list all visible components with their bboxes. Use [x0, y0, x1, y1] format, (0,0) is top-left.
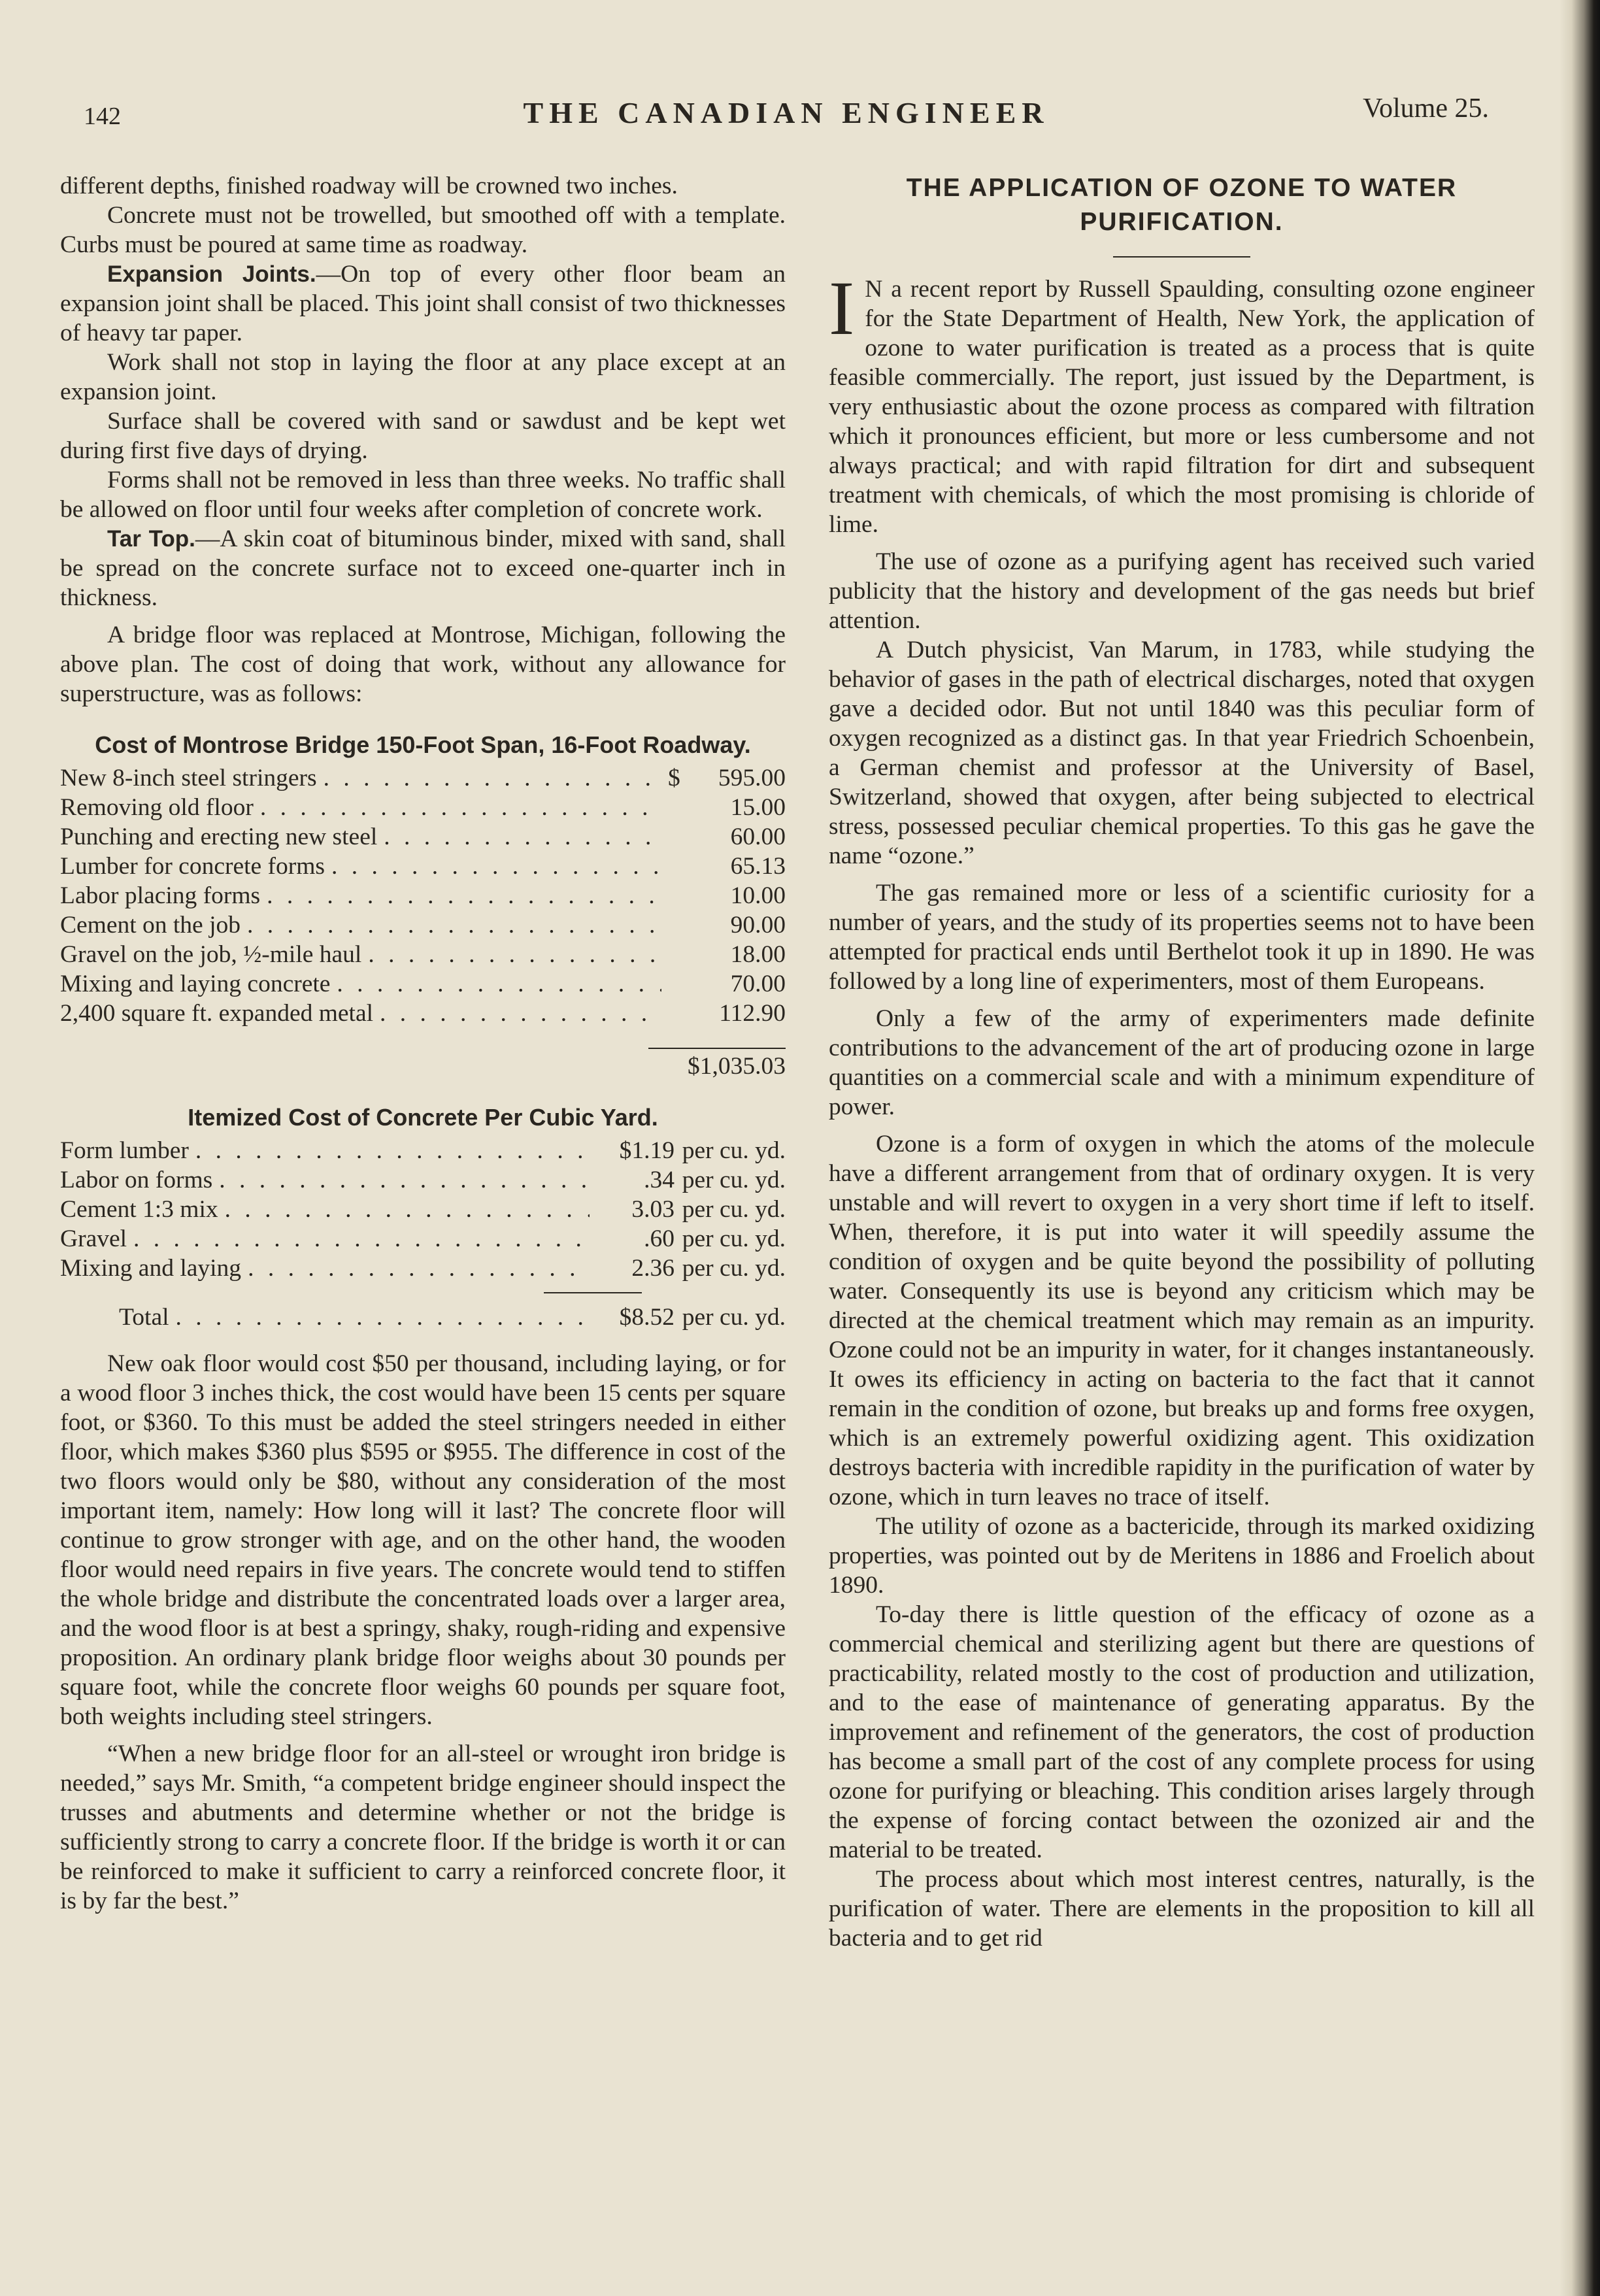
rate-total-row	[60, 1303, 786, 1332]
cost-label: Labor placing forms	[60, 882, 261, 909]
paragraph: Surface shall be covered with sand or sawdust and be kept wet during first five days of drying.	[60, 408, 786, 464]
rate-amount: 3.03	[631, 1196, 675, 1223]
cost-amount: 90.00	[730, 912, 786, 939]
yard-table-title: Itemized Cost of Concrete Per Cubic Yard.	[188, 1104, 658, 1131]
cost-label: Mixing and laying concrete	[60, 971, 331, 997]
run-in-heading: Tar Top.	[107, 526, 195, 552]
cost-label: 2,400 square ft. expanded metal	[60, 1000, 374, 1027]
cost-amount: 18.00	[730, 941, 786, 968]
paragraph: different depths, finished roadway will be crowned two inches.	[60, 173, 678, 199]
paragraph: “When a new bridge floor for an all-steel or wrought iron bridge is needed,” says Mr. Smith, “a competent bridge engineer should inspect the trusses and abutments and determine whether or not the bridge is sufficiently strong to carry a concrete floor. If the bridge is worth it or can be reinforced to make it sufficient to carry a reinforced concrete floor, it is by far the best.”	[60, 1740, 786, 1914]
cost-label: Removing old floor	[60, 794, 254, 821]
run-in-heading: Expansion Joints.	[107, 261, 316, 287]
paragraph	[60, 259, 786, 348]
paragraph-body: —On top of every other floor beam an expansion joint shall be placed. This joint shall consist of two thicknesses of heavy tar paper.	[60, 261, 786, 346]
paragraph: The use of ozone as a purifying agent has received such varied publicity that the history and development of the gas needs but brief attention.	[829, 548, 1535, 634]
rate-row	[60, 1254, 786, 1283]
paragraph	[60, 524, 786, 612]
paragraph: Work shall not stop in laying the floor at any place except at an expansion joint.	[60, 349, 786, 405]
cost-row	[60, 940, 786, 969]
drop-cap: I	[829, 265, 855, 351]
rate-row	[60, 1195, 786, 1224]
paragraph: New oak floor would cost $50 per thousand, including laying, or for a wood floor 3 inches thick, the cost would have been 15 cents per square foot, or $360. To this must be added the steel stringers needed in either floor, which makes $360 plus $595 or $955. The difference in cost of the two floors would only be $80, without any consideration of the most important item, namely: How long will it last? The concrete floor will continue to grow stronger with age, and on the other hand, the wooden floor would need repairs in five years. The concrete would tend to stiffen the whole bridge and distribute the concentrated loads over a larger area, and the wood floor is at best a springy, shaky, rough-riding and expensive proposition. An ordinary plank bridge floor weighs about 30 pounds per square foot, while the concrete floor weighs 60 pounds per square foot, both weights including steel stringers.	[60, 1350, 786, 1730]
paragraph: A bridge floor was replaced at Montrose, Michigan, following the above plan. The cost of doing that work, without any allowance for superstructure, was as follows:	[60, 622, 786, 707]
cost-row	[60, 881, 786, 910]
cost-amount: 595.00	[718, 765, 786, 791]
cost-row	[60, 763, 786, 793]
rate-label: Form lumber	[60, 1137, 189, 1164]
cost-amount: 60.00	[730, 824, 786, 850]
cost-total: $1,035.03	[688, 1053, 786, 1080]
cost-row	[60, 852, 786, 881]
rate-amount: .60	[644, 1225, 675, 1252]
cost-table	[60, 763, 786, 1081]
total-rule	[544, 1292, 642, 1293]
rate-unit: per cu. yd.	[682, 1196, 786, 1223]
right-column	[829, 171, 1535, 1953]
paragraph	[829, 265, 1535, 539]
paragraph-body: —A skin coat of bituminous binder, mixed with sand, shall be spread on the concrete surface not to exceed one-quarter inch in thickness.	[60, 525, 786, 611]
rate-amount: .34	[644, 1167, 675, 1193]
rate-row	[60, 1224, 786, 1254]
paragraph: Concrete must not be trowelled, but smoothed off with a template. Curbs must be poured at same time as roadway.	[60, 202, 786, 258]
cost-row	[60, 793, 786, 822]
cost-amount: 15.00	[730, 794, 786, 821]
page-number: 142	[84, 103, 121, 130]
rate-amount: 2.36	[631, 1255, 675, 1282]
volume-label: Volume 25.	[1363, 93, 1489, 124]
rate-total-amount: $8.52	[619, 1304, 675, 1331]
paragraph: The gas remained more or less of a scientific curiosity for a number of years, and the study of its properties seems not to have been attempted for practical ends until Berthelot took it up in 1890. He was followed by a long line of experimenters, most of them Europeans.	[829, 880, 1535, 995]
rate-unit: per cu. yd.	[682, 1167, 786, 1193]
currency-sign: $	[668, 765, 680, 791]
title-rule	[1113, 256, 1250, 258]
cost-label: Lumber for concrete forms	[60, 853, 325, 880]
paragraph-body: N a recent report by Russell Spaulding, consulting ozone engineer for the State Department of Health, New York, the application of ozone to water purification is treated as a process that is quite feasible commercially. The report, just issued by the Department, is very enthusiastic about the ozone process as compared with filtration which it pronounces efficient, but more or less cumbersome and not always practical; and with rapid filtration for dirt and subsequent treatment with chemicals, of which the most promising is chloride of lime.	[829, 276, 1535, 538]
cost-table-title: Cost of Montrose Bridge 150-Foot Span, 16-Foot Roadway.	[95, 731, 751, 758]
rate-unit: per cu. yd.	[682, 1137, 786, 1164]
rate-unit: per cu. yd.	[682, 1225, 786, 1252]
paragraph: To-day there is little question of the efficacy of ozone as a commercial chemical and sterilizing agent but there are questions of practicability, related mostly to the cost of production and utilization, and to the ease of maintenance of generating apparatus. By the improvement and refinement of the generators, the cost of production has become a small part of the cost of any complete process for using ozone for purifying or bleaching. This condition arises largely through the expense of forcing contact between the ozonized air and the material to be treated.	[829, 1601, 1535, 1863]
cost-row	[60, 969, 786, 999]
rate-label: Cement 1:3 mix	[60, 1196, 218, 1223]
rate-label: Gravel	[60, 1225, 127, 1252]
yard-table	[60, 1136, 786, 1332]
page-header	[84, 90, 1489, 136]
cost-amount: 10.00	[730, 882, 786, 909]
left-column	[60, 171, 786, 1916]
article-title: THE APPLICATION OF OZONE TO WATER PURIFICATION.	[906, 174, 1458, 236]
cost-amount: 112.90	[719, 1000, 786, 1027]
paragraph: The process about which most interest centres, naturally, is the purification of water. There are elements in the proposition to kill all bacteria and to get rid	[829, 1866, 1535, 1952]
rate-row	[60, 1136, 786, 1165]
cost-row	[60, 910, 786, 940]
cost-label: New 8-inch steel stringers	[60, 765, 317, 791]
paragraph: Only a few of the army of experimenters made definite contributions to the advancement of the art of producing ozone in large quantities on a commercial scale and with a minimum expenditure of power.	[829, 1005, 1535, 1120]
rate-unit: per cu. yd.	[682, 1255, 786, 1282]
cost-label: Punching and erecting new steel	[60, 824, 378, 850]
paragraph: Forms shall not be removed in less than three weeks. No traffic shall be allowed on floor until four weeks after completion of concrete work.	[60, 467, 786, 523]
rate-total-label: Total	[119, 1304, 169, 1331]
total-rule	[648, 1048, 786, 1049]
journal-title: THE CANADIAN ENGINEER	[523, 96, 1050, 129]
cost-label: Cement on the job	[60, 912, 241, 939]
rate-total-unit: per cu. yd.	[682, 1304, 786, 1331]
cost-amount: 70.00	[730, 971, 786, 997]
rate-row	[60, 1165, 786, 1195]
paragraph: The utility of ozone as a bactericide, through its marked oxidizing properties, was pointed out by de Meritens in 1886 and Froelich about 1890.	[829, 1513, 1535, 1599]
rate-label: Mixing and laying	[60, 1255, 242, 1282]
paragraph: A Dutch physicist, Van Marum, in 1783, while studying the behavior of gases in the path of electrical discharges, noted that oxygen gave a decided odor. But not until 1840 was this peculiar form of oxygen recognized as a distinct gas. In that year Friedrich Schoenbein, a German chemist and professor at the University of Basel, Switzerland, showed that oxygen, after being subjected to electrical stress, possessed peculiar chemical properties. To this gas he gave the name “ozone.”	[829, 637, 1535, 869]
paragraph: Ozone is a form of oxygen in which the atoms of the molecule have a different arrangement from that of ordinary oxygen. It is very unstable and will revert to oxygen in a very short time if left to itself. When, therefore, it is put into water it will speedily assume the condition of oxygen and be quite beyond the possibility of polluting water. Consequently its use is beyond any criticism which may be directed at the chemical treatment which may remain as an impurity. Ozone could not be an impurity in water, for it changes instantaneously. It owes its efficiency in acting on bacteria to the fact that it cannot remain in the condition of ozone, but breaks up and forms free oxygen, which is an extremely powerful oxidizing agent. This oxidization destroys bacteria with incredible rapidity in the purification of water by ozone, which in turn leaves no trace of itself.	[829, 1131, 1535, 1510]
cost-label: Gravel on the job, ½-mile haul	[60, 941, 362, 968]
rate-label: Labor on forms	[60, 1167, 213, 1193]
cost-amount: 65.13	[730, 853, 786, 880]
page-binding-edge	[1559, 0, 1600, 2296]
cost-row	[60, 999, 786, 1028]
cost-row	[60, 822, 786, 852]
rate-amount: $1.19	[619, 1137, 675, 1164]
